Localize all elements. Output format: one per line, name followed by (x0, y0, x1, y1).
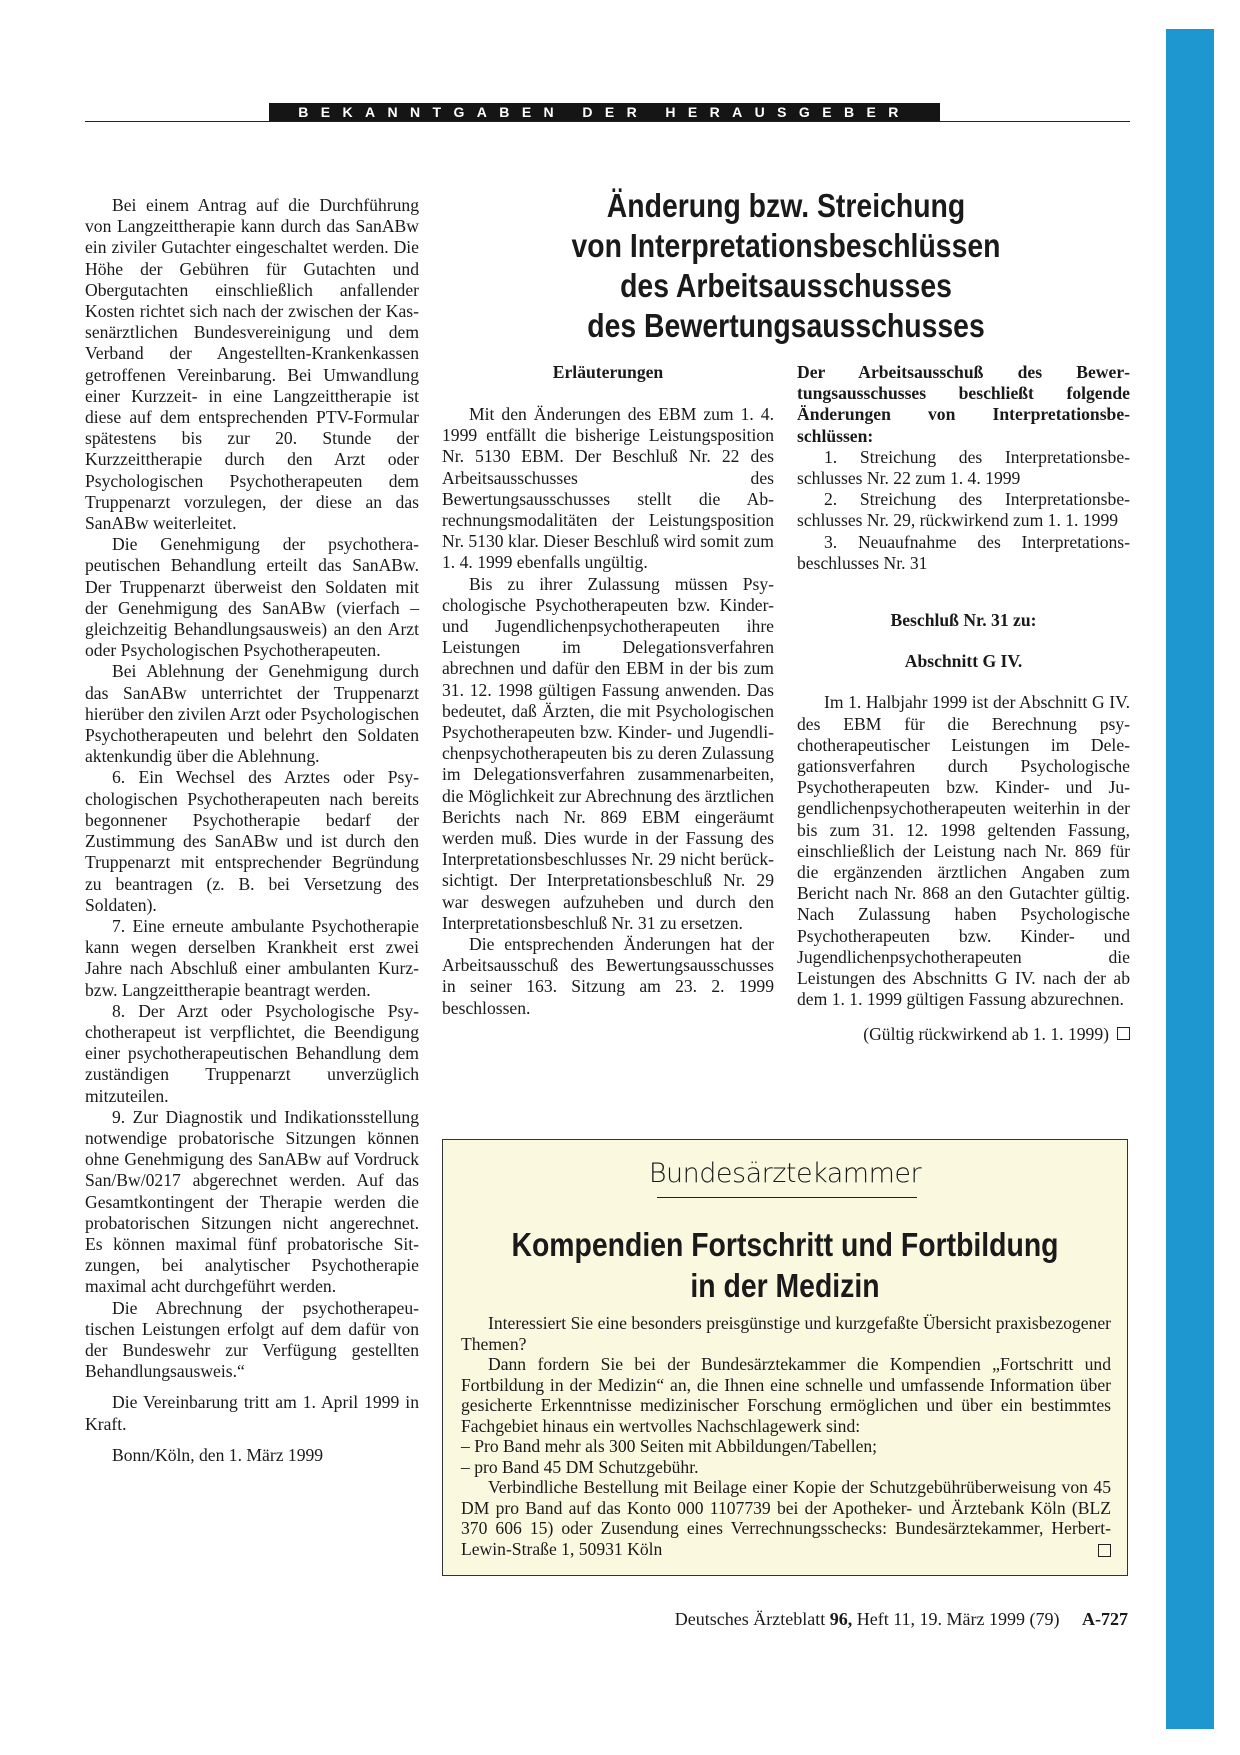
journal-name: Deutsches Ärzteblatt (674, 1609, 826, 1629)
left-paragraph: Bei Ablehnung der Genehmigung durch das SanABw unterrichtet der Truppenarzt hierüber den zivilen Arzt oder Psychologischen Psychotherapeuten und belehrt den Soldaten aktenkundig über die Ablehnung. (85, 661, 419, 767)
box-body (461, 1313, 1111, 1559)
box-paragraph: Dann fordern Sie bei der Bundesärztekammer die Kompendien „Fortschritt und Fortbildung in der Medizin“ an, die Ihnen eine schnelle und umfassende Information über gesicherte Erkenntnisse medizinischer Forschung ermöglichen und über ein bestimmtes Fachgebiet hinaus ein wertvolles Nachschlagewerk sind: (461, 1354, 1111, 1436)
box-paragraph: Interessiert Sie eine besonders preisgünstige und kurzgefaßte Übersicht praxisbezogener Themen? (461, 1313, 1111, 1354)
left-column (85, 195, 419, 1466)
article-title-line: des Bewertungsausschusses (587, 307, 985, 344)
page-number: A-727 (1082, 1609, 1128, 1629)
explanations-heading: Erläuterungen (552, 362, 664, 382)
end-square-icon (1098, 1544, 1111, 1557)
left-paragraph: 7. Eine erneute ambulante Psychotherapie kann wegen derselben Krankheit erst zwei Jahre nach Abschluß einer ambulanten Kurz- bzw. Langzeittherapie beantragt werden. (85, 915, 419, 1000)
effective-date-text: Die Vereinbarung tritt am 1. April 1999 in Kraft. (85, 1392, 419, 1434)
box-order-paragraph (461, 1477, 1111, 1559)
section-heading: Abschnitt G IV. (904, 651, 1023, 672)
right-column (797, 362, 1130, 1046)
left-paragraph: 6. Ein Wechsel des Arztes oder Psychologischen Psychotherapeuten nach bereits begonnener Psychotherapie bedarf der Zustimmung des SanABw und ist durch den Truppenarzt mit entsprechender Begründung zu beantragen (z. B. bei Versetzung des Soldaten). (85, 767, 419, 915)
box-organization-underline (657, 1197, 917, 1198)
place-date: Bonn/Köln, den 1. März 1999 (112, 1444, 324, 1465)
article-title (490, 186, 1082, 346)
resolution-intro: Der Arbeitsausschuß des Bewertungsausschusses beschließt folgende Änderungen von Interpretationsbeschlüssen: (797, 362, 1130, 446)
left-paragraph: 8. Der Arzt oder Psychologische Psychotherapeut ist verpflichtet, die Beendigung einer psychotherapeutischen Behandlung dem zuständigen Truppenarzt unverzüglich mitzuteilen. (85, 1000, 419, 1106)
end-square-icon (1117, 1027, 1130, 1040)
box-organization: Bundesärztekammer (648, 1158, 922, 1189)
box-title-line: Kompendien Fortschritt und Fortbildung (511, 1226, 1059, 1263)
article-title-line: des Arbeitsausschusses (620, 267, 952, 304)
box-bullet: – Pro Band mehr als 300 Seiten mit Abbildungen/Tabellen; (461, 1436, 878, 1456)
resolution-item: 2. Streichung des Interpretationsbeschlusses Nr. 29, rückwirkend zum 1. 1. 1999 (797, 489, 1130, 531)
decision-text: Im 1. Halbjahr 1999 ist der Abschnitt G IV. des EBM für die Berechnung psychotherapeutischer Leistungen im Delegationsverfahren durch Psychologische Psychotherapeuten bzw. Kinder- und Jugendlichenpsychotherapeuten weiterhin in der bis zum 31. 12. 1998 geltenden Fassung, einschließlich der Leistung nach Nr. 869 für die ergänzenden ärztlichen Angaben zum Bericht nach Nr. 868 an den Gutachter gültig. Nach Zulassung haben Psychologische Psychotherapeuten bzw. Kinder- und Jugendlichenpsychotherapeuten die Leistungen des Abschnitts G IV. nach der ab dem 1. 1. 1999 gültigen Fassung abzurechnen. (797, 692, 1130, 1010)
left-paragraph: Die Genehmigung der psychotherapeutischen Behandlung erteilt das SanABw. Der Truppenarzt überweist den Soldaten mit der Genehmigung des SanABw (vierfach – gleichzeitig Behandlungsausweis) an den Arzt oder Psychologischen Psychotherapeuten. (85, 534, 419, 661)
validity-note: (Gültig rückwirkend ab 1. 1. 1999) (863, 1024, 1109, 1045)
box-bullet: – pro Band 45 DM Schutzgebühr. (461, 1456, 699, 1477)
validity-line (797, 1024, 1130, 1045)
article-title-line: Änderung bzw. Streichung (606, 187, 966, 224)
issue-info: Heft 11, 19. März 1999 (79) (856, 1609, 1060, 1629)
journal-volume: 96, (829, 1609, 853, 1629)
explanation-paragraph: Die entsprechenden Änderungen hat der Arbeitsausschuß des Bewertungsausschusses in seiner 163. Sitzung am 23. 2. 1999 beschlossen. (442, 934, 774, 1018)
explanation-paragraph: Mit den Änderungen des EBM zum 1. 4. 1999 entfällt die bisherige Leistungsposition Nr. 5130 EBM. Der Beschluß Nr. 22 des Arbeitsausschusses des Bewertungsausschusses stellt die Abrechnungsmodalitäten der Leistungsposition Nr. 5130 klar. Dieser Beschluß wird somit zum 1. 4. 1999 ebenfalls ungültig. (442, 404, 774, 573)
box-title-line: in der Medizin (690, 1267, 880, 1304)
article-title-line: von Interpretationsbeschlüssen (571, 227, 1001, 264)
resolution-item: 1. Streichung des Interpretationsbeschlusses Nr. 22 zum 1. 4. 1999 (797, 446, 1130, 489)
left-paragraph: Die Abrechnung der psychotherapeutischen Leistungen erfolgt auf dem dafür von der Bundeswehr zur Verfügung gestellten Behandlungsausweis.“ (85, 1297, 419, 1382)
left-paragraph: Bei einem Antrag auf die Durchführung von Langzeittherapie kann durch das SanABw ein ziviler Gutachter eingeschaltet werden. Die Höhe der Gebühren für Gutachten und Obergutachten einschließlich anfallender Kosten richtet sich nach der zwischen der Kassenärztlichen Bundesvereinigung und dem Verband der Angestellten-Krankenkassen getroffenen Vereinbarung. Bei Umwandlung einer Kurzzeit- in eine Langzeittherapie ist diese auf dem entsprechenden PTV-Formular spätestens bis zur 20. Stunde der Kurzzeittherapie durch den Arzt oder Psychologischen Psychotherapeuten dem Truppenarzt vorzulegen, der diese an das SanABw weiterleitet. (85, 195, 419, 534)
decision-heading: Beschluß Nr. 31 zu: (890, 610, 1037, 631)
resolution-item: 3. Neuaufnahme des Interpretationsbeschlusses Nr. 31 (797, 531, 1130, 573)
middle-column (442, 404, 774, 1019)
explanation-paragraph: Bis zu ihrer Zulassung müssen Psychologische Psychotherapeuten bzw. Kinder- und Jugendlichenpsychotherapeuten ihre Leistungen im Delegationsverfahren abrechnen und dafür den EBM in der bis zum 31. 12. 1998 gültigen Fassung anwenden. Das bedeutet, daß Ärzten, die mit Psychologischen Psychotherapeuten bzw. Kinder- und Jugendlichenpsychotherapeuten bis zu deren Zulassung im Delegationsverfahren zusammenarbeiten, die Möglichkeit zur Abrechnung des ärztlichen Berichts nach Nr. 869 EBM eingeräumt werden muß. Dies wurde in der Fassung des Interpretationsbeschlusses Nr. 29 nicht berücksichtigt. Der Interpretationsbeschluß Nr. 29 war deswegen aufzuheben und durch den Interpretationsbeschluß Nr. 31 zu ersetzen. (442, 573, 774, 933)
header-rule (85, 121, 1130, 122)
box-title (491, 1224, 1079, 1306)
edge-color-tab (1166, 29, 1214, 1729)
box-order-text: Verbindliche Bestellung mit Beilage einer Kopie der Schutzgebührüberweisung von 45 DM pro Band auf das Konto 000 1107739 bei der Apotheker- und Ärztebank Köln (BLZ 370 606 15) oder Zusendung eines Verrechnungsschecks: Bundesärztekammer, Herbert-Lewin-Straße 1, 50931 Köln (461, 1477, 1111, 1559)
section-banner: BEKANNTGABEN DER HERAUSGEBER (269, 103, 940, 121)
announcement-box (442, 1139, 1128, 1576)
left-paragraph: 9. Zur Diagnostik und Indikationsstellung notwendige probatorische Sitzungen können ohne Genehmigung des SanABw auf Vordruck San/Bw/0217 abgerechnet werden. Auf das Gesamtkontingent der Therapie werden die probatorischen Sitzungen nicht angerechnet. Es können maximal fünf probatorische Sitzungen, bei analytischer Psychotherapie maximal acht durchgeführt werden. (85, 1106, 419, 1297)
page-footer (600, 1609, 1128, 1630)
